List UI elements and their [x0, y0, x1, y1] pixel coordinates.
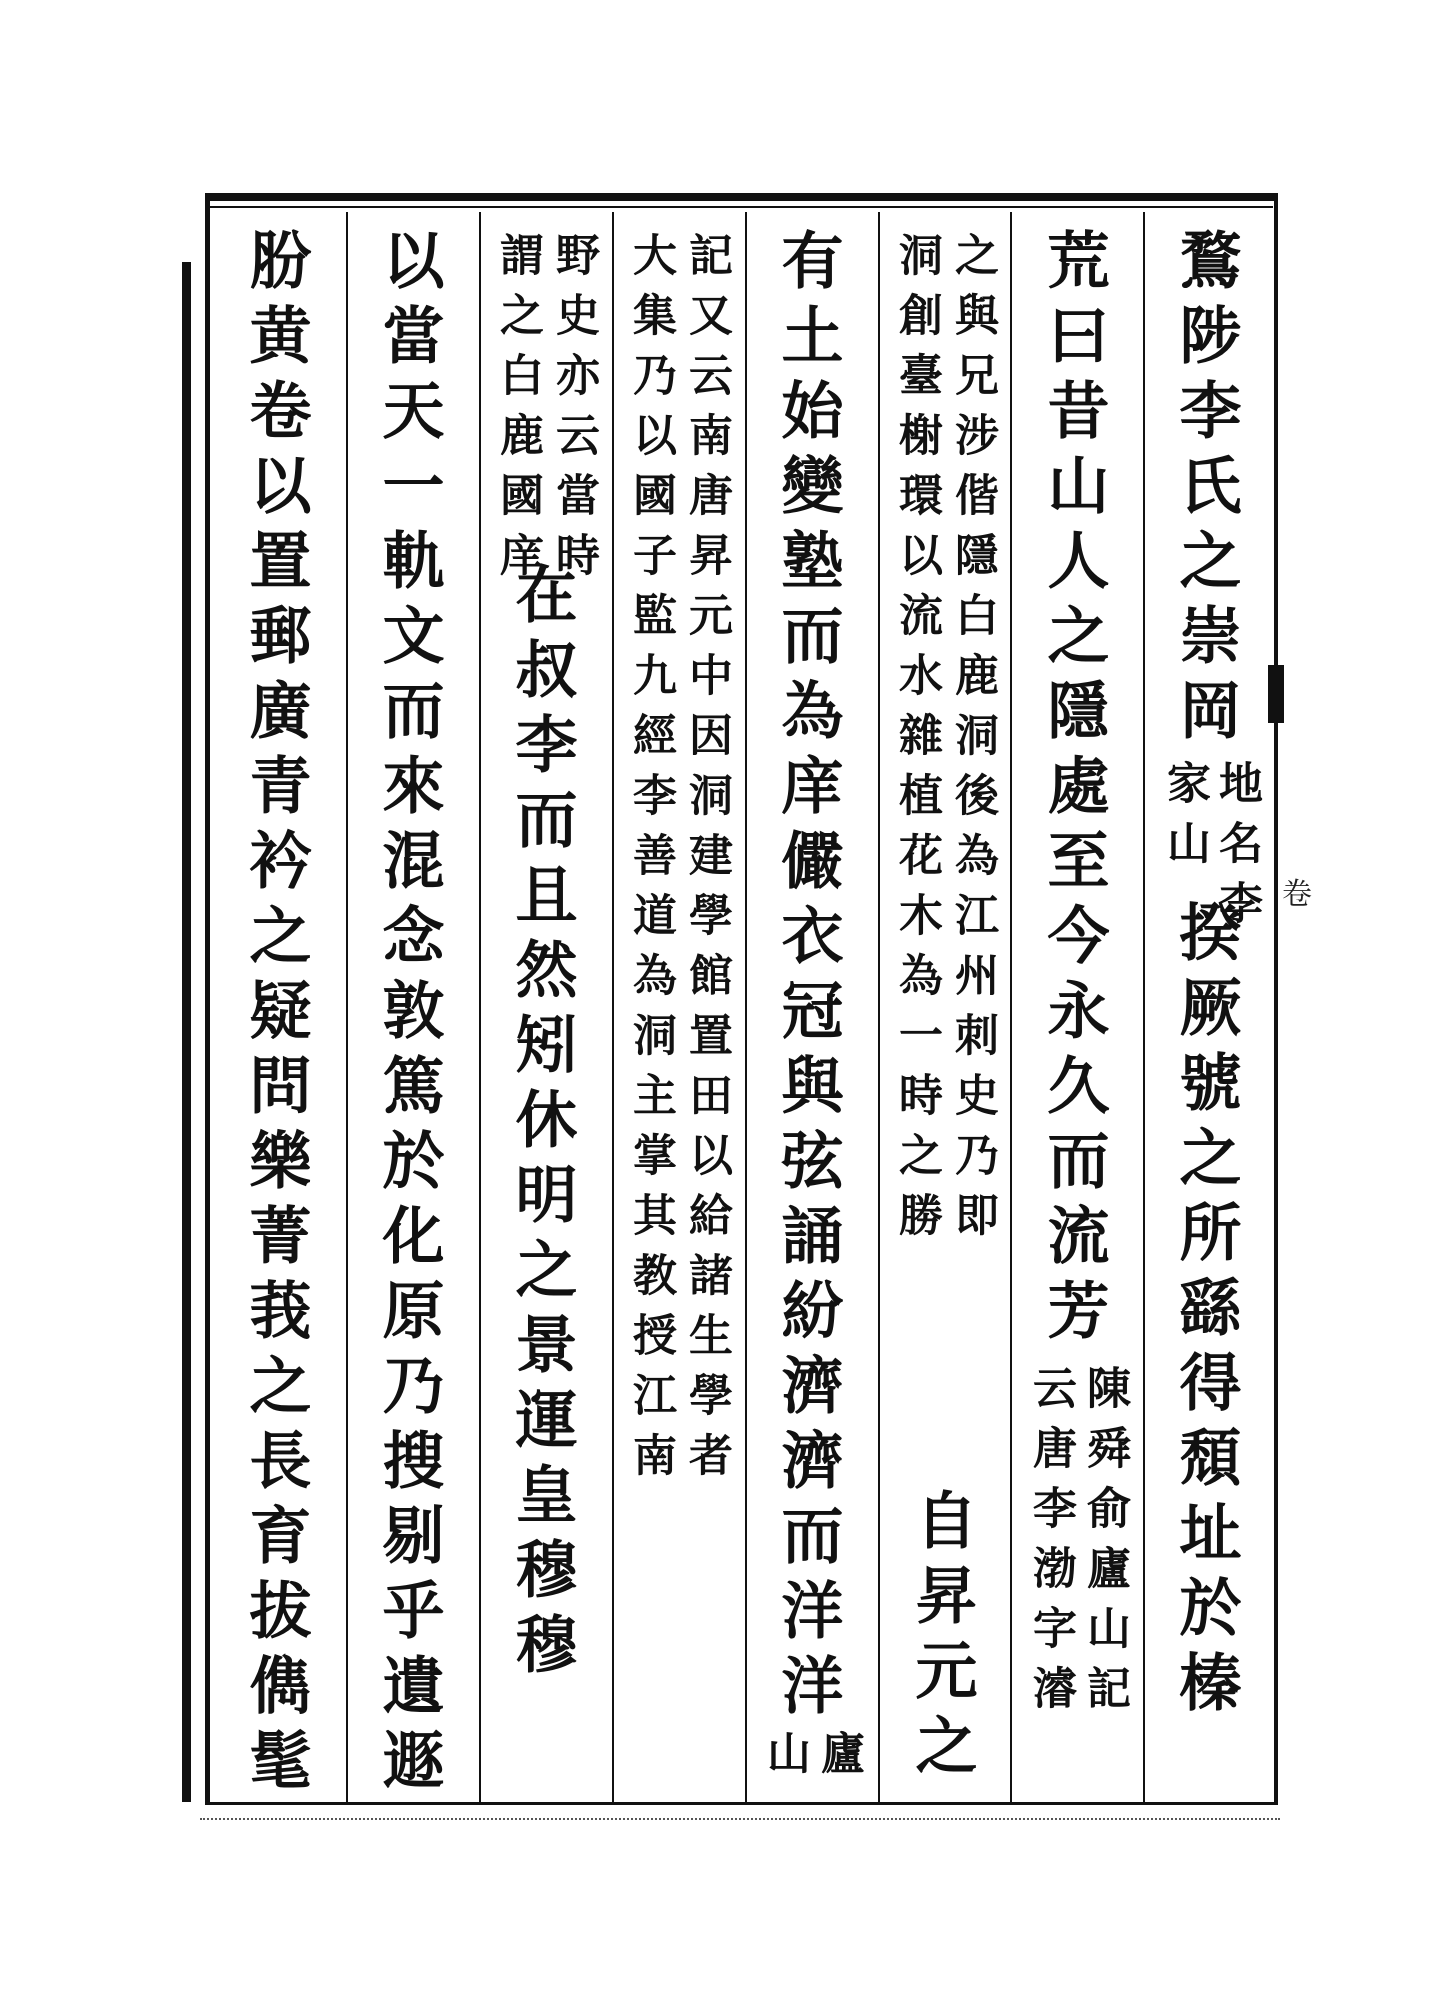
column-divider [1143, 212, 1145, 1802]
main-text: 在叔李而且然矧休明之景運皇穆穆 [505, 562, 578, 1687]
binding-edge [182, 262, 191, 1802]
annotation-left: 洞創臺榭環以流水雜植花木為一時之勝 [891, 232, 942, 1252]
main-text: 鶩陟李氏之崇岡 [1169, 228, 1242, 753]
annotation-left: 云唐李渤字濬 [1025, 1365, 1076, 1725]
column-divider [1010, 212, 1012, 1802]
annotation-left: 家山 [1159, 760, 1210, 880]
main-text: 肦黄卷以置郵廣青衿之疑問樂菁莪之長育拔儁髦 [239, 228, 312, 1803]
main-text: 有土始變塾而為庠儼衣冠與弦誦紛濟濟而洋洋 [771, 228, 844, 1728]
main-text: 荒曰昔山人之隱處至今永久而流芳 [1037, 228, 1110, 1353]
main-text: 揆厥號之所繇得頹址於榛 [1169, 900, 1242, 1725]
annotation-left: 大集乃以國子監九經李善道為洞主掌其教授江南 [625, 232, 676, 1492]
column-divider [479, 212, 481, 1802]
annotation-right: 地名李 [1211, 760, 1262, 940]
annotation-right: 之與兄涉偕隱白鹿洞後為江州刺史乃即 [947, 232, 998, 1252]
page-edge-glyph: 卷 [1282, 877, 1312, 912]
column-divider [745, 212, 747, 1802]
annotation-right: 野史亦云當時 [548, 232, 599, 592]
annotation-right: 記又云南唐昇元中因洞建學館置田以給諸生學者 [681, 232, 732, 1492]
column-divider [878, 212, 880, 1802]
annotation-right: 陳舜俞廬山記 [1079, 1365, 1130, 1725]
main-text: 自昇元之 [905, 1488, 978, 1788]
column-divider [612, 212, 614, 1802]
annotation-left: 謂之白鹿國庠 [492, 232, 543, 592]
fishtail-mark [1268, 665, 1284, 723]
bottom-trim [200, 1818, 1280, 1824]
main-text: 以當天一軌文而來混念敦篤於化原乃搜剔乎遺遯 [372, 228, 445, 1803]
annotation-left: 山 [759, 1730, 810, 1790]
annotation-right: 廬 [813, 1730, 864, 1790]
column-divider [346, 212, 348, 1802]
